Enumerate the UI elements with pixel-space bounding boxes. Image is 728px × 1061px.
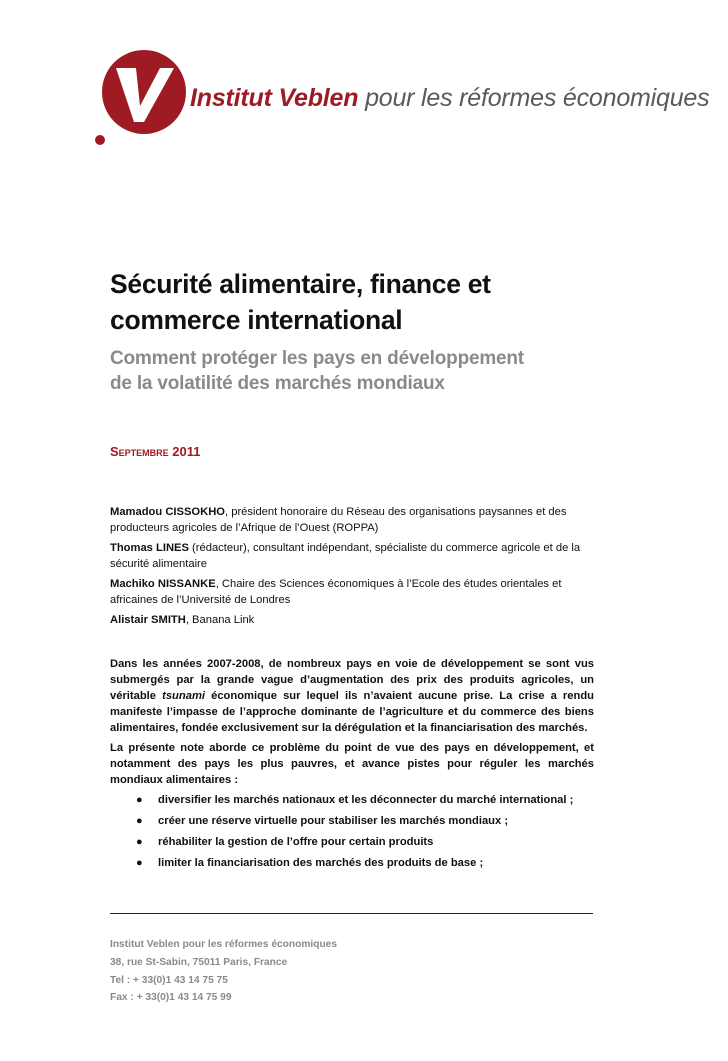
- document-title: [110, 266, 630, 338]
- author-description: (rédacteur), consultant indépendant, spécialiste du commerce agricole et de la sécurité alimentaire: [110, 542, 581, 570]
- title-line-2: commerce international: [110, 305, 403, 335]
- footer-fax: Fax : + 33(0)1 43 14 75 99: [110, 992, 232, 1004]
- list-item: [110, 855, 594, 871]
- document-subtitle: [110, 346, 630, 396]
- publication-date: Septembre 2011: [110, 444, 201, 459]
- organization-name: [190, 84, 709, 113]
- footer-divider: [110, 913, 593, 914]
- abstract-paragraph-1: [110, 656, 594, 736]
- abstract-p1-before: Dans les années 2007-2008, de nombreux pays en voie de développement se sont vus submergés par la grande vague d’augmentation des prix des produits agricoles, un véritable: [110, 658, 594, 702]
- author-name: Thomas LINES: [110, 542, 189, 554]
- author-entry: [110, 612, 594, 628]
- footer-phone: Tel : + 33(0)1 43 14 75 75: [110, 974, 228, 986]
- footer-org-name: Institut Veblen pour les réformes économiques: [110, 939, 338, 950]
- bullet-icon: ●: [136, 794, 143, 806]
- list-item-text: diversifier les marchés nationaux et les déconnecter du marché international ;: [158, 794, 574, 806]
- abstract: [110, 656, 594, 876]
- abstract-paragraph-2: La présente note aborde ce problème du point de vue des pays en développement, et notamment des pays les plus pauvres, et avance pistes pour réguler les marchés mondiaux alimentaires :: [110, 742, 594, 786]
- org-name-rest: pour les réformes économiques: [365, 84, 710, 112]
- abstract-p1-italic: tsunami: [162, 690, 206, 702]
- author-name: Machiko NISSANKE: [110, 578, 216, 590]
- institut-veblen-logo: [90, 44, 190, 148]
- list-item: [110, 834, 594, 850]
- org-name-bold: Institut Veblen: [190, 84, 359, 112]
- proposal-list: [110, 792, 594, 871]
- title-line-1: Sécurité alimentaire, finance et: [110, 269, 491, 299]
- list-item-text: réhabiliter la gestion de l’offre pour certain produits: [158, 836, 434, 848]
- bullet-icon: ●: [136, 836, 143, 848]
- bullet-icon: ●: [136, 857, 143, 869]
- author-name: Alistair SMITH: [110, 614, 186, 626]
- author-entry: [110, 576, 594, 608]
- author-description: , Chaire des Sciences économiques à l’Ecole des études orientales et africaines de l’Université de Londres: [110, 578, 562, 606]
- footer-address: 38, rue St-Sabin, 75011 Paris, France: [110, 956, 288, 968]
- footer-contact: [110, 936, 337, 1007]
- author-list: [110, 504, 594, 632]
- author-entry: [110, 540, 594, 572]
- author-description: , Banana Link: [185, 614, 255, 626]
- author-name: Mamadou CISSOKHO: [110, 506, 225, 518]
- subtitle-line-1: Comment protéger les pays en développement: [110, 348, 524, 369]
- author-description: , président honoraire du Réseau des organisations paysannes et des producteurs agricoles de l’Afrique de l’Ouest (ROPPA): [110, 506, 567, 534]
- abstract-p1-after: économique sur lequel ils n’avaient aucune prise. La crise a rendu manifeste l’impasse de l’approche dominante de l’agriculture et du commerce des biens alimentaires, fondée exclusivement sur la dérégulation et la financiarisation des marchés.: [110, 690, 594, 734]
- subtitle-line-2: de la volatilité des marchés mondiaux: [110, 373, 445, 394]
- list-item: [110, 792, 594, 808]
- bullet-icon: ●: [136, 815, 143, 827]
- list-item: [110, 813, 594, 829]
- list-item-text: créer une réserve virtuelle pour stabiliser les marchés mondiaux ;: [158, 815, 509, 827]
- list-item-text: limiter la financiarisation des marchés des produits de base ;: [158, 857, 484, 869]
- author-entry: [110, 504, 594, 536]
